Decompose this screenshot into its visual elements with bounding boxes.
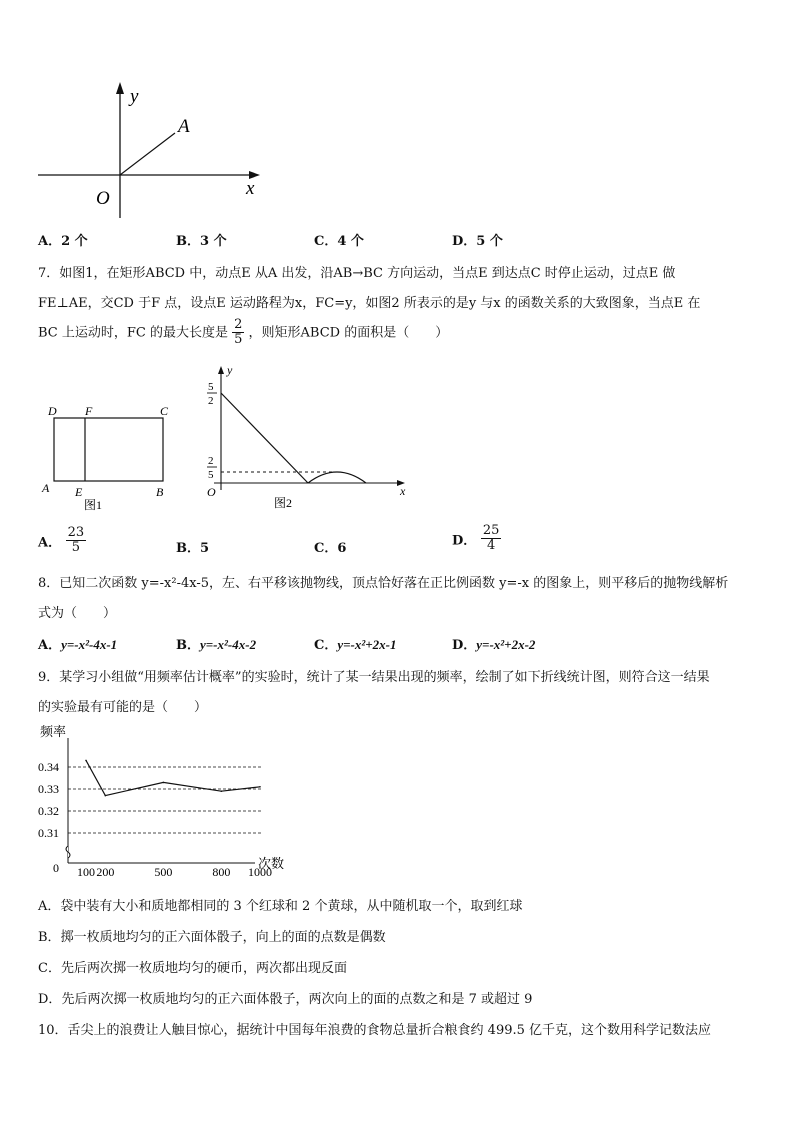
q8-option-d: D．y=-x²+2x-2 bbox=[452, 637, 536, 653]
fig2-tick-2-5-num: 2 bbox=[208, 455, 214, 467]
q7-line1: 7．如图1，在矩形ABCD 中，动点E 从A 出发，沿AB→BC 方向运动，当点E 到达点C 时停止运动，过点E 做 bbox=[38, 266, 676, 281]
label-f: F bbox=[85, 404, 93, 418]
q8-option-a: A．y=-x²-4x-1 bbox=[38, 637, 118, 653]
q7-line3: BC 上运动时，FC 的最大长度是 $\frac{2}{5}$ ，则矩形ABCD 的面积是（ ） bbox=[38, 317, 449, 348]
chart-ylabel: 频率 bbox=[40, 724, 67, 739]
q9-option-a: A．袋中装有大小和质地都相同的 3 个红球和 2 个黄球，从中随机取一个，取到红球 bbox=[38, 899, 523, 914]
label-b: B bbox=[156, 485, 164, 499]
chart-y-tick-label: 0.31 bbox=[38, 826, 59, 840]
chart-x-tick-label: 500 bbox=[154, 865, 173, 879]
fig2-origin-label: O bbox=[207, 485, 216, 499]
chart-x-tick-label: 1000 bbox=[248, 865, 272, 879]
chart-x-tick-label: 100 bbox=[77, 865, 95, 879]
chart-data-point bbox=[85, 760, 87, 762]
frequency-line-chart bbox=[30, 722, 300, 882]
q7-option-d: D． $\frac{25}{4}$ bbox=[452, 523, 500, 554]
chart-x-tick-label: 800 bbox=[212, 865, 231, 879]
q9-line2: 的实验最有可能的是（ ） bbox=[38, 700, 208, 715]
fig2-y-arrow bbox=[218, 366, 224, 374]
rectangle-abcd bbox=[54, 418, 163, 481]
chart-data-point bbox=[163, 782, 165, 784]
q7-figure-1 bbox=[38, 400, 188, 515]
chart-xlabel: 次数 bbox=[258, 856, 285, 871]
q9-option-c: C．先后两次掷一枚质地均匀的硬币，两次都出现反面 bbox=[38, 961, 347, 976]
label-e: E bbox=[75, 485, 83, 499]
chart-series-line bbox=[86, 760, 260, 795]
coordinate-figure bbox=[30, 78, 270, 223]
fig2-tick-5-2-num: 5 bbox=[208, 381, 214, 393]
figure-1-caption: 图1 bbox=[84, 498, 103, 512]
q7-option-b: B．5 bbox=[176, 541, 210, 556]
q6-option-b: B．3 个 bbox=[176, 234, 227, 249]
q6-option-a: A．2 个 bbox=[38, 234, 88, 249]
chart-origin-label: 0 bbox=[53, 861, 59, 875]
chart-x-tick-label: 200 bbox=[96, 865, 115, 879]
q7-option-c: C．6 bbox=[314, 541, 347, 556]
q6-option-c: C．4 个 bbox=[314, 234, 364, 249]
fig2-decreasing-segment bbox=[221, 393, 308, 483]
q8-option-c: C．y=-x²+2x-1 bbox=[314, 637, 397, 653]
y-axis-arrow bbox=[116, 82, 124, 94]
q8-option-b: B．y=-x²-4x-2 bbox=[176, 637, 257, 653]
figure-2-caption: 图2 bbox=[274, 496, 293, 510]
fig2-x-label: x bbox=[400, 484, 406, 498]
fig2-y-label: y bbox=[227, 363, 233, 377]
y-axis-label: y bbox=[130, 86, 139, 107]
chart-data-point bbox=[221, 790, 223, 792]
q7-option-a: A． $\frac{23}{5}$ bbox=[38, 525, 85, 556]
label-a: A bbox=[42, 481, 50, 495]
q9-option-d: D．先后两次掷一枚质地均匀的正六面体骰子，两次向上的面的点数之和是 7 或超过 9 bbox=[38, 992, 533, 1007]
point-a-label: A bbox=[178, 116, 190, 137]
q10-line1: 10．舌尖上的浪费让人触目惊心，据统计中国每年浪费的食物总量折合粮食约 499.5 亿千克，这个数用科学记数法应 bbox=[38, 1023, 712, 1038]
q9-option-b: B．掷一枚质地均匀的正六面体骰子，向上的面的点数是偶数 bbox=[38, 930, 386, 945]
label-c: C bbox=[160, 404, 169, 418]
chart-y-tick-label: 0.32 bbox=[38, 804, 59, 818]
q7-line2: FE⊥AE，交CD 于F 点，设点E 运动路程为x，FC=y，如图2 所表示的是y 与x 的函数关系的大致图象，当点E 在 bbox=[38, 296, 701, 311]
origin-label: O bbox=[96, 188, 110, 209]
chart-y-tick-label: 0.34 bbox=[38, 760, 59, 774]
chart-data-point bbox=[105, 795, 107, 797]
label-d: D bbox=[48, 404, 57, 418]
q7-max-fraction: $\frac{2}{5}$ bbox=[234, 317, 243, 348]
x-axis-label: x bbox=[246, 178, 255, 199]
chart-data-point bbox=[259, 786, 261, 788]
fig2-tick-2-5-den: 5 bbox=[208, 469, 214, 481]
q8-line1: 8．已知二次函数 y=-x²-4x-5，左、右平移该抛物线，顶点恰好落在正比例函数 y=-x 的图象上，则平移后的抛物线解析 bbox=[38, 576, 729, 591]
q8-line2: 式为（ ） bbox=[38, 606, 117, 621]
fig2-parabola-arc bbox=[308, 472, 366, 483]
ray-oa bbox=[120, 133, 175, 175]
chart-axis-break bbox=[66, 846, 70, 858]
chart-y-tick-label: 0.33 bbox=[38, 782, 59, 796]
q6-option-d: D．5 个 bbox=[452, 234, 503, 249]
q9-line1: 9．某学习小组做“用频率估计概率”的实验时，统计了某一结果出现的频率，绘制了如下折线统计图，则符合这一结果 bbox=[38, 670, 710, 685]
fig2-tick-5-2-den: 2 bbox=[208, 395, 214, 407]
q7-figure-2 bbox=[190, 362, 420, 514]
